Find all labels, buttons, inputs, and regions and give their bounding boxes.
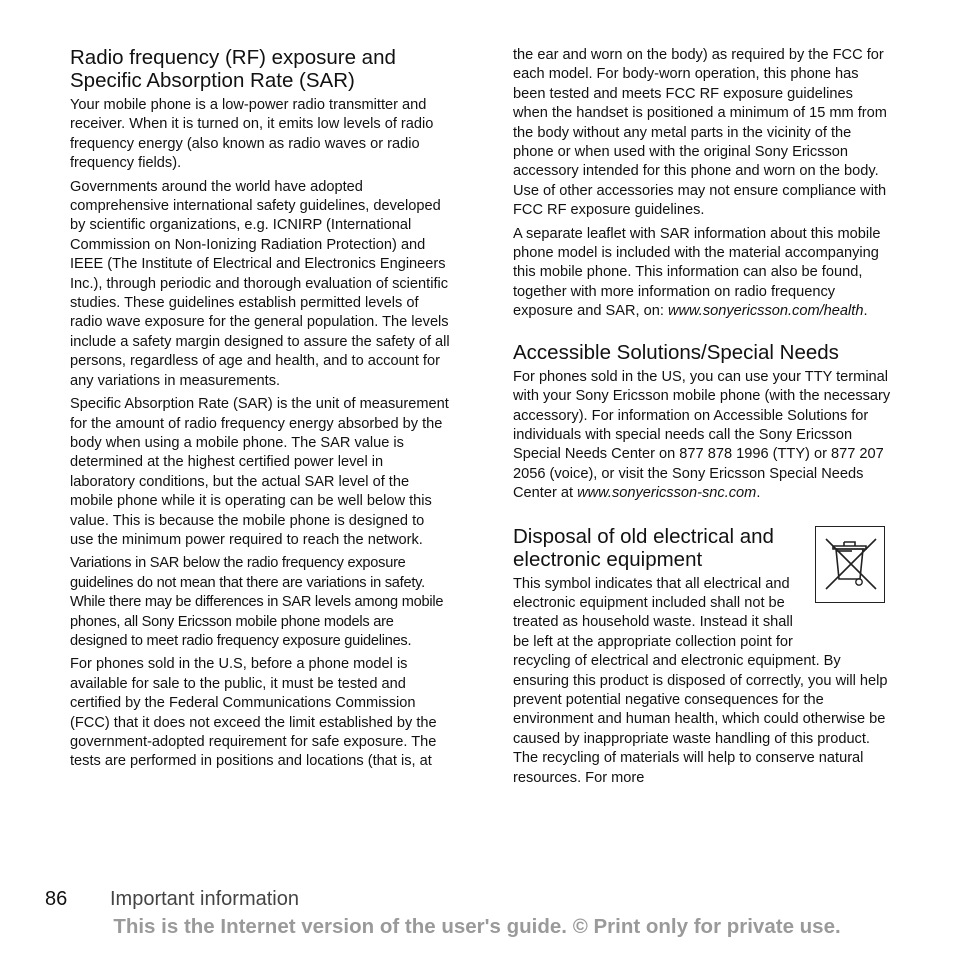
sar-leaflet-paragraph	[513, 225, 891, 322]
section-title: Important information	[110, 888, 299, 910]
crossed-out-wheelie-bin-icon	[815, 526, 885, 603]
page-number: 86	[45, 888, 68, 910]
accessible-end: .	[756, 485, 761, 502]
rf-exposure-heading: Radio frequency (RF) exposure and Specific Absorption Rate (SAR)	[70, 46, 396, 92]
sar-leaflet-end: .	[863, 303, 868, 320]
sar-definition-paragraph: Specific Absorption Rate (SAR) is the unit of measurement for the amount of radio frequency energy absorbed by the body when using a mobile phone. The SAR value is determined at the highest certified power level in laboratory conditions, but the actual SAR level of the mobile phone while it is operating can be well below this value. This is because the mobile phone is designed to use the minimum power required to reach the network.	[70, 396, 449, 548]
accessible-solutions-heading: Accessible Solutions/Special Needs	[513, 340, 839, 364]
special-needs-link[interactable]: www.sonyericsson-snc.com	[577, 485, 757, 502]
disposal-section	[513, 525, 891, 788]
guidelines-paragraph: Governments around the world have adopted comprehensive international safety guidelines, developed by scientific organizations, e.g. ICNIRP (International Commission on Non-Ionizing Radiation Protection) and IEEE (The Institute of Electrical and Electronics Engineers Inc.), through periodic and thorough evaluation of scientific studies. These guidelines establish permitted levels of radio wave exposure for the general population. The levels include a safety margin designed to assure the safety of all persons, regardless of age and health, and to account for any variations in measurements.	[70, 178, 450, 389]
accessible-solutions-paragraph	[513, 368, 891, 504]
right-column	[513, 46, 891, 792]
left-column	[70, 46, 450, 776]
sar-variations-paragraph: Variations in SAR below the radio frequency exposure guidelines do not mean that there are variations in safety. While there may be differences in SAR levels among mobile phones, all Sony Ericsson mobile phone models are designed to meet radio frequency exposure guidelines.	[70, 555, 444, 649]
sony-health-link[interactable]: www.sonyericsson.com/health	[667, 303, 864, 320]
watermark-notice: This is the Internet version of the user's guide. © Print only for private use.	[113, 915, 841, 938]
fcc-paragraph: For phones sold in the U.S, before a phone model is available for sale to the public, it must be tested and certified by the Federal Communications Commission (FCC) that it does not exceed the limit established by the government-adopted requirement for safe exposure. The tests are performed in positions and locations (that is, at	[70, 656, 437, 770]
disposal-heading: Disposal of old electrical and electronic equipment	[513, 524, 774, 571]
disposal-paragraph: This symbol indicates that all electrical and electronic equipment included shall not be treated as household waste. Instead it shall be left at the appropriate collection point for recycling of electrical and electronic equipment. By ensuring this product is disposed of correctly, you will help prevent potential negative consequences for the environment and human health, which could otherwise be caused by inappropriate waste handling of this product. The recycling of materials will help to conserve natural resources. For more	[513, 575, 888, 786]
fcc-continued-paragraph: the ear and worn on the body) as required by the FCC for each model. For body-worn operation, this phone has been tested and meets FCC RF exposure guidelines when the handset is positioned a minimum of 15 mm from the body without any metal parts in the vicinity of the phone or when used with the original Sony Ericsson accessory intended for this phone and worn on the body. Use of other accessories may not ensure compliance with FCC RF exposure guidelines.	[513, 47, 887, 219]
rf-intro-paragraph: Your mobile phone is a low-power radio transmitter and receiver. When it is turned on, it emits low levels of radio frequency energy (also known as radio waves or radio frequency fields).	[70, 97, 434, 172]
accessible-text: For phones sold in the US, you can use your TTY terminal with your Sony Ericsson mobile phone (with the necessary accessory). For information on Accessible Solutions for individuals with special needs call the Sony Ericsson Special Needs Center on 877 878 1996 (TTY) or 877 207 2056 (voice), or visit the Sony Ericsson Special Needs Center at	[513, 368, 891, 502]
sar-leaflet-text: A separate leaflet with SAR information about this mobile phone model is included with the material accompanying this mobile phone. This information can also be found, together with more information on radio frequency exposure and SAR, on:	[513, 225, 881, 320]
